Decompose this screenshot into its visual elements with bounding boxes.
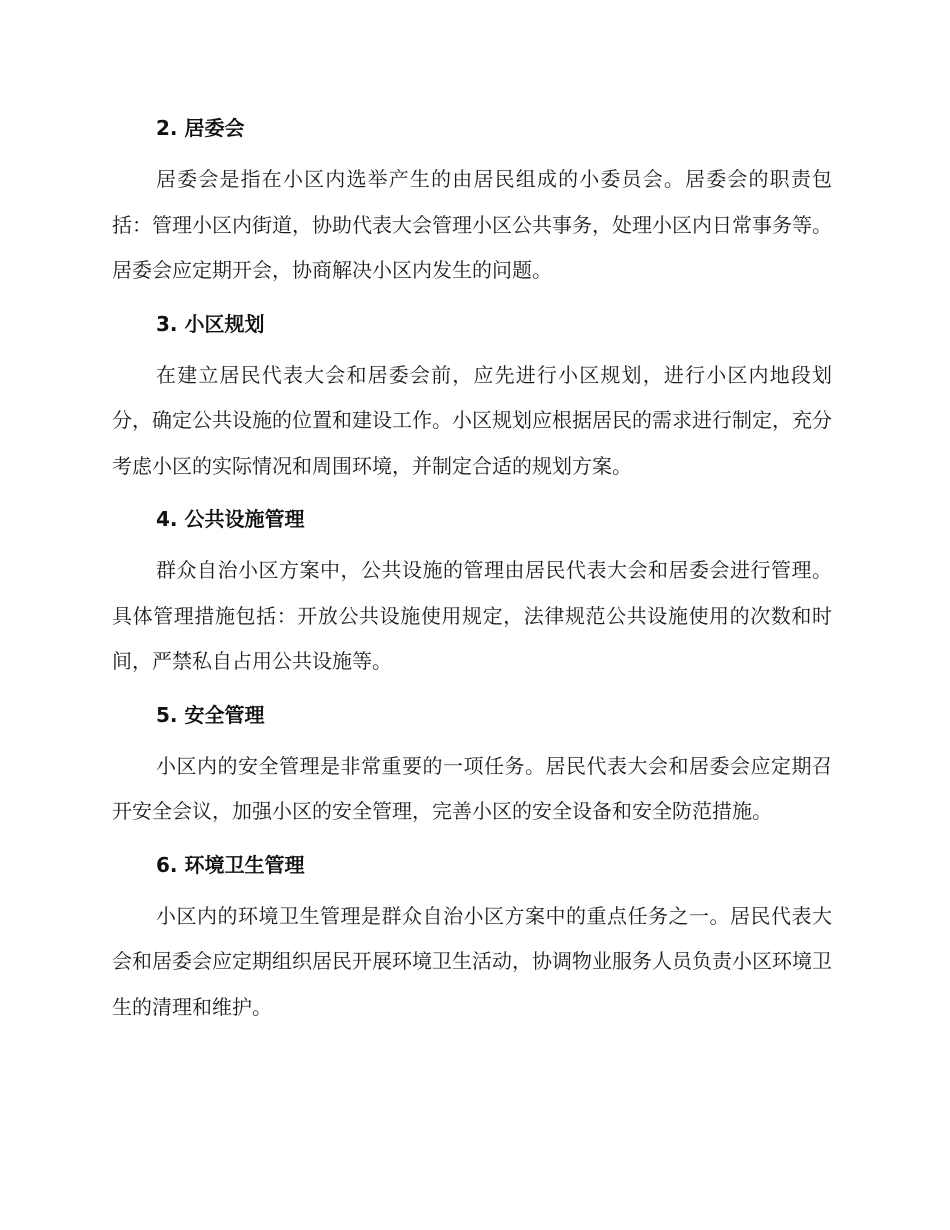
section-heading: 2. 居委会 bbox=[156, 116, 245, 140]
section-heading: 4. 公共设施管理 bbox=[156, 507, 305, 531]
section-environmental-sanitation bbox=[112, 847, 832, 1031]
section-paragraph: 群众自治小区方案中，公共设施的管理由居民代表大会和居委会进行管理。具体管理措施包括：开放公共设施使用规定，法律规范公共设施使用的次数和时间，严禁私自占用公共设施等。 bbox=[112, 558, 832, 673]
document-body bbox=[112, 110, 832, 1030]
section-community-planning bbox=[112, 306, 832, 490]
section-heading: 5. 安全管理 bbox=[156, 702, 265, 727]
section-heading: 3. 小区规划 bbox=[156, 311, 265, 336]
section-paragraph: 小区内的安全管理是非常重要的一项任务。居民代表大会和居委会应定期召开安全会议，加强小区的安全管理，完善小区的安全设备和安全防范措施。 bbox=[112, 753, 832, 823]
section-heading: 6. 环境卫生管理 bbox=[156, 852, 305, 877]
section-residents-committee bbox=[112, 110, 832, 294]
section-paragraph: 在建立居民代表大会和居委会前，应先进行小区规划，进行小区内地段划分，确定公共设施的位置和建设工作。小区规划应根据居民的需求进行制定，充分考虑小区的实际情况和周围环境，并制定合适的规划方案。 bbox=[112, 362, 832, 478]
section-paragraph: 小区内的环境卫生管理是群众自治小区方案中的重点任务之一。居民代表大会和居委会应定期组织居民开展环境卫生活动，协调物业服务人员负责小区环境卫生的清理和维护。 bbox=[112, 903, 832, 1019]
section-paragraph: 居委会是指在小区内选举产生的由居民组成的小委员会。居委会的职责包括：管理小区内街道，协助代表大会管理小区公共事务，处理小区内日常事务等。居委会应定期开会，协商解决小区内发生的问题。 bbox=[112, 167, 832, 282]
section-safety-management bbox=[112, 697, 832, 835]
section-public-facilities bbox=[112, 501, 832, 685]
